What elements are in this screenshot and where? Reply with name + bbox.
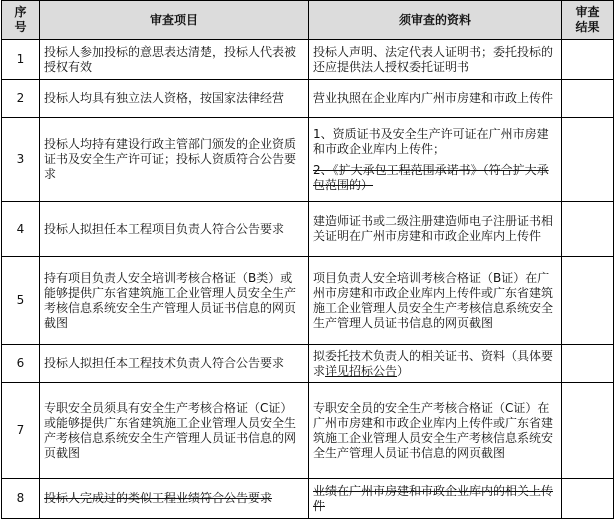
header-item: 审查项目 <box>40 1 309 40</box>
review-item: 投标人完成过的类似工程业绩符合公告要求 <box>40 479 309 519</box>
row-number: 2 <box>2 80 40 118</box>
notice-reference-link[interactable]: 详见招标公告 <box>325 363 398 378</box>
review-result-cell[interactable] <box>562 479 614 519</box>
header-docs: 须审查的资料 <box>309 1 562 40</box>
review-result-cell[interactable] <box>562 80 614 118</box>
review-item: 投标人均具有独立法人资格，按国家法律经营 <box>40 80 309 118</box>
row-number: 8 <box>2 479 40 519</box>
required-documents <box>309 118 562 202</box>
table-row <box>2 345 614 383</box>
review-result-cell[interactable] <box>562 345 614 383</box>
table-row <box>2 118 614 202</box>
review-item: 持有项目负责人安全培训考核合格证（B类）或能够提供广东省建筑施工企业管理人员安全生产考核信息系统安全生产管理人员证书信息的网页截图 <box>40 257 309 345</box>
table-row <box>2 40 614 80</box>
table-row <box>2 257 614 345</box>
review-item: 专职安全员须具有安全生产考核合格证（C证）或能够提供广东省建筑施工企业管理人员安全生产考核信息系统安全生产管理人员证书信息的网页截图 <box>40 383 309 479</box>
row-number: 7 <box>2 383 40 479</box>
review-result-cell[interactable] <box>562 40 614 80</box>
required-documents: 建造师证书或二级注册建造师电子注册证书相关证明在广州市房建和市政企业库内上传件 <box>309 202 562 257</box>
row-number: 3 <box>2 118 40 202</box>
row-number: 6 <box>2 345 40 383</box>
review-item: 投标人参加投标的意思表达清楚，投标人代表被授权有效 <box>40 40 309 80</box>
review-item: 投标人拟担任本工程技术负责人符合公告要求 <box>40 345 309 383</box>
required-documents: 专职安全员的安全生产考核合格证（C证）在广州市房建和市政企业库内上传件或广东省建筑施工企业管理人员安全生产考核信息系统安全生产管理人员证书信息的网页截图 <box>309 383 562 479</box>
row-number: 1 <box>2 40 40 80</box>
struck-document-line: 2、《扩大承包工程范围承诺书》（符合扩大承包范围的） <box>313 162 549 192</box>
review-item: 投标人拟担任本工程项目负责人符合公告要求 <box>40 202 309 257</box>
row-number: 4 <box>2 202 40 257</box>
review-result-cell[interactable] <box>562 383 614 479</box>
review-result-cell[interactable] <box>562 202 614 257</box>
document-line: 1、资质证书及安全生产许可证在广州市房建和市政企业库内上传件； <box>313 126 549 156</box>
table-row <box>2 202 614 257</box>
review-result-cell[interactable] <box>562 257 614 345</box>
document-text: 拟委托技术负责人的相关证书、资料（具体要求 <box>313 348 554 378</box>
document-text: ） <box>397 363 410 378</box>
header-no: 序号 <box>2 1 40 40</box>
required-documents: 项目负责人安全培训考核合格证（B证）在广州市房建和市政企业库内上传件或广东省建筑施工企业管理人员安全生产考核信息系统安全生产管理人员证书信息的网页截图 <box>309 257 562 345</box>
required-documents: 投标人声明、法定代表人证明书；委托投标的还应提供法人授权委托证明书 <box>309 40 562 80</box>
review-result-cell[interactable] <box>562 118 614 202</box>
review-table <box>1 0 614 519</box>
required-documents <box>309 345 562 383</box>
table-row <box>2 80 614 118</box>
review-item: 投标人均持有建设行政主管部门颁发的企业资质证书及安全生产许可证；投标人资质符合公告要求 <box>40 118 309 202</box>
required-documents: 营业执照在企业库内广州市房建和市政上传件 <box>309 80 562 118</box>
header-result: 审查结果 <box>562 1 614 40</box>
required-documents: 业绩在广州市房建和市政企业库内的相关上传件 <box>309 479 562 519</box>
table-header-row <box>2 1 614 40</box>
row-number: 5 <box>2 257 40 345</box>
table-row <box>2 479 614 519</box>
table-row <box>2 383 614 479</box>
